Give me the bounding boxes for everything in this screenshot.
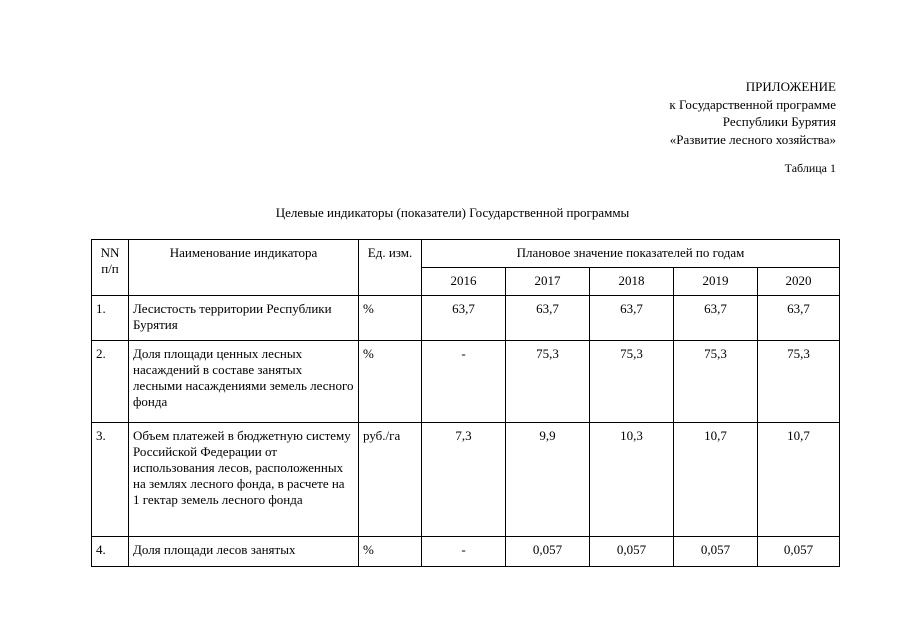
- value-cell: 75,3: [506, 341, 590, 423]
- table-label: Таблица 1: [784, 161, 836, 175]
- indicator-name: Лесистость территории Республики Бурятия: [129, 296, 359, 341]
- value-cell: -: [422, 537, 506, 567]
- value-cell: 0,057: [506, 537, 590, 567]
- value-cell: 0,057: [674, 537, 758, 567]
- value-cell: 10,7: [758, 423, 840, 537]
- table-row: [92, 423, 840, 537]
- col-header-nn: NN п/п: [92, 240, 129, 296]
- value-cell: 63,7: [674, 296, 758, 341]
- indicator-name: Объем платежей в бюджетную систему Российской Федерации от использования лесов, расположенных на землях лесного фонда, в расчете на 1 гектар земель лесного фонда: [129, 423, 359, 537]
- value-cell: 63,7: [590, 296, 674, 341]
- appendix-heading: ПРИЛОЖЕНИЕ: [745, 79, 836, 94]
- value-cell: 75,3: [590, 341, 674, 423]
- unit-cell: %: [359, 296, 422, 341]
- indicator-name: Доля площади лесов занятых: [129, 537, 359, 567]
- appendix-program-name: «Развитие лесного хозяйства»: [669, 131, 836, 147]
- table-row: [92, 341, 840, 423]
- value-cell: 63,7: [758, 296, 840, 341]
- year-header: 2018: [590, 268, 674, 296]
- appendix-region: Республики Бурятия: [722, 114, 836, 129]
- col-header-plan: Плановое значение показателей по годам: [422, 240, 840, 268]
- value-cell: -: [422, 341, 506, 423]
- col-header-unit: Ед. изм.: [359, 240, 422, 296]
- row-number: 2.: [92, 341, 129, 423]
- indicator-name: Доля площади ценных лесных насаждений в составе занятых лесными насаждениями земель лесного фонда: [129, 341, 359, 423]
- unit-cell: руб./га: [359, 423, 422, 537]
- indicators-table: [91, 239, 840, 567]
- value-cell: 7,3: [422, 423, 506, 537]
- appendix-header: [669, 78, 836, 148]
- value-cell: 10,7: [674, 423, 758, 537]
- value-cell: 0,057: [590, 537, 674, 567]
- row-number: 4.: [92, 537, 129, 567]
- year-header: 2020: [758, 268, 840, 296]
- header-row: [92, 240, 840, 268]
- unit-cell: %: [359, 537, 422, 567]
- value-cell: 63,7: [422, 296, 506, 341]
- year-header: 2016: [422, 268, 506, 296]
- year-header: 2019: [674, 268, 758, 296]
- table-row: [92, 296, 840, 341]
- value-cell: 75,3: [758, 341, 840, 423]
- appendix-program-ref: к Государственной программе: [669, 96, 836, 112]
- value-cell: 10,3: [590, 423, 674, 537]
- row-number: 3.: [92, 423, 129, 537]
- year-header: 2017: [506, 268, 590, 296]
- value-cell: 0,057: [758, 537, 840, 567]
- value-cell: 63,7: [506, 296, 590, 341]
- row-number: 1.: [92, 296, 129, 341]
- table-row: [92, 537, 840, 567]
- col-header-name: Наименование индикатора: [129, 240, 359, 296]
- value-cell: 9,9: [506, 423, 590, 537]
- page-title: Целевые индикаторы (показатели) Государственной программы: [275, 205, 630, 220]
- unit-cell: %: [359, 341, 422, 423]
- value-cell: 75,3: [674, 341, 758, 423]
